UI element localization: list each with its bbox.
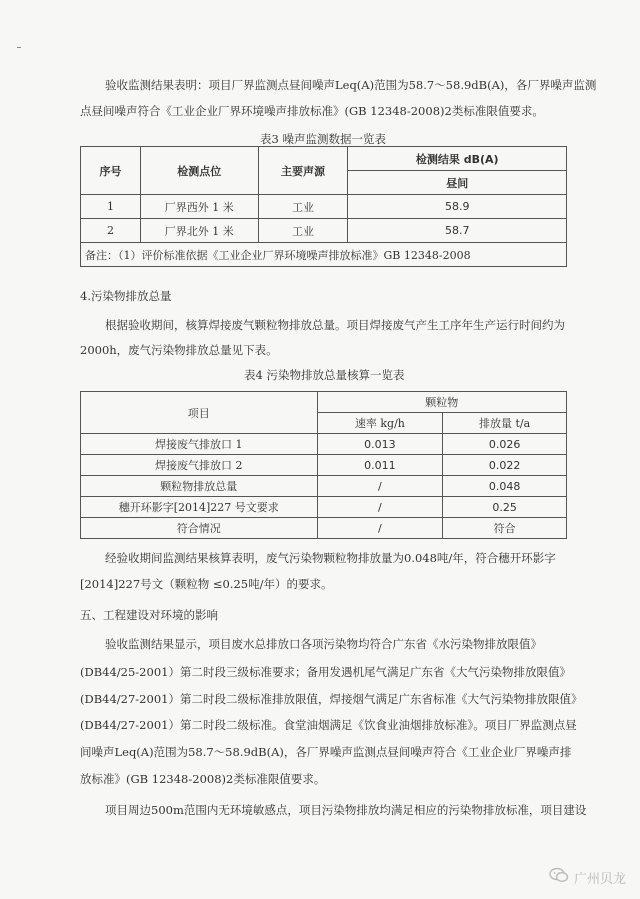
table-cell: /: [317, 497, 443, 518]
table-cell: 0.022: [443, 455, 567, 476]
table-cell: 58.7: [348, 219, 567, 243]
paragraph-text: 验收监测结果表明：项目厂界监测点昼间噪声Leq(A)范围为58.7～58.9dB(A)，各厂界噪声监测: [105, 78, 597, 92]
table-row: [81, 434, 567, 455]
table-cell: /: [317, 476, 443, 497]
table3-noise: [80, 146, 567, 267]
paragraph-text: 2000h，废气污染物排放总量见下表。: [80, 343, 278, 357]
table3-note: 备注：（1）评价标准依据《工业企业厂界环境噪声排放标准》GB 12348-2008: [81, 243, 567, 267]
table-cell: 1: [81, 195, 141, 219]
table3-header-daytime: 昼间: [348, 171, 567, 195]
table-row: [81, 455, 567, 476]
table4-emission: [80, 391, 567, 539]
table-cell: 58.9: [348, 195, 567, 219]
paragraph-text: (DB44/27-2001）第二时段二级标准。食堂油烟满足《饮食业油烟排放标准》。项目厂界监测点昼: [80, 718, 577, 732]
paragraph-text: 间噪声Leq(A)范围为58.7～58.9dB(A)，各厂界噪声监测点昼间噪声符合《工业企业厂界噪声排: [80, 745, 572, 759]
table-cell: 焊接废气排放口 2: [81, 455, 318, 476]
table4-header-item: 项目: [81, 392, 318, 434]
table-cell: 穗开环影字[2014]227 号文要求: [81, 497, 318, 518]
table-cell: 厂界西外 1 米: [140, 195, 258, 219]
table-cell: 颗粒物排放总量: [81, 476, 318, 497]
table4-header-rate: 速率 kg/h: [317, 413, 443, 434]
table-cell: 0.013: [317, 434, 443, 455]
table-cell: 符合情况: [81, 518, 318, 539]
table3-header-result: 检测结果 dB(A): [348, 147, 567, 171]
table-row: [81, 497, 567, 518]
table-row: [81, 195, 567, 219]
table4-header-pm: 颗粒物: [317, 392, 567, 413]
table3-header-point: 检测点位: [140, 147, 258, 195]
table-cell: 0.048: [443, 476, 567, 497]
table-cell: 0.026: [443, 434, 567, 455]
table4-caption: 表4 污染物排放总量核算一览表: [244, 368, 405, 382]
table3-header-source: 主要声源: [258, 147, 348, 195]
table-cell: 焊接废气排放口 1: [81, 434, 318, 455]
table-row: [81, 219, 567, 243]
table-row: [81, 518, 567, 539]
table-cell: 符合: [443, 518, 567, 539]
paragraph-text: (DB44/27-2001）第二时段二级标准排放限值，焊接烟气满足广东省标准《大气污染物排放限值》: [80, 692, 583, 706]
scan-mark: [17, 47, 21, 48]
table-cell: 厂界北外 1 米: [140, 219, 258, 243]
table-cell: 0.011: [317, 455, 443, 476]
watermark: [549, 867, 626, 887]
paragraph-text: 验收监测结果显示，项目废水总排放口各项污染物均符合广东省《水污染物排放限值》: [105, 637, 542, 651]
table3-caption: 表3 噪声监测数据一览表: [260, 132, 386, 146]
paragraph-text: 放标准》(GB 12348-2008)2类标准限值要求。: [80, 772, 326, 786]
table-cell: 工业: [258, 195, 348, 219]
table-cell: 2: [81, 219, 141, 243]
watermark-text: 广州贝龙: [573, 871, 626, 887]
paragraph-text: 经验收期间监测结果核算表明，废气污染物颗粒物排放量为0.048吨/年，符合穗开环影字: [105, 551, 556, 565]
table-row: [81, 476, 567, 497]
table3-header-seq: 序号: [81, 147, 141, 195]
paragraph-text: 点昼间噪声符合《工业企业厂界环境噪声排放标准》(GB 12348-2008)2类标准限值要求。: [80, 104, 544, 118]
paragraph-text: 根据验收期间，核算焊接废气颗粒物排放总量。项目焊接废气产生工序年生产运行时间约为: [105, 318, 565, 332]
paragraph-text: 项目周边500m范围内无环境敏感点，项目污染物排放均满足相应的污染物排放标准，项目建设: [105, 803, 587, 817]
wechat-icon: [549, 867, 569, 887]
table-cell: 工业: [258, 219, 348, 243]
table-cell: 0.25: [443, 497, 567, 518]
paragraph-text: (DB44/25-2001）第二时段三级标准要求；备用发遇机尾气满足广东省《大气污染物排放限值》: [80, 665, 571, 679]
section-heading: 4.污染物排放总量: [80, 289, 172, 303]
table-cell: /: [317, 518, 443, 539]
section-heading: 五、工程建设对环境的影响: [80, 608, 218, 622]
paragraph-text: [2014]227号文（颗粒物 ≤0.25吨/年）的要求。: [80, 577, 333, 591]
table4-header-emission: 排放量 t/a: [443, 413, 567, 434]
